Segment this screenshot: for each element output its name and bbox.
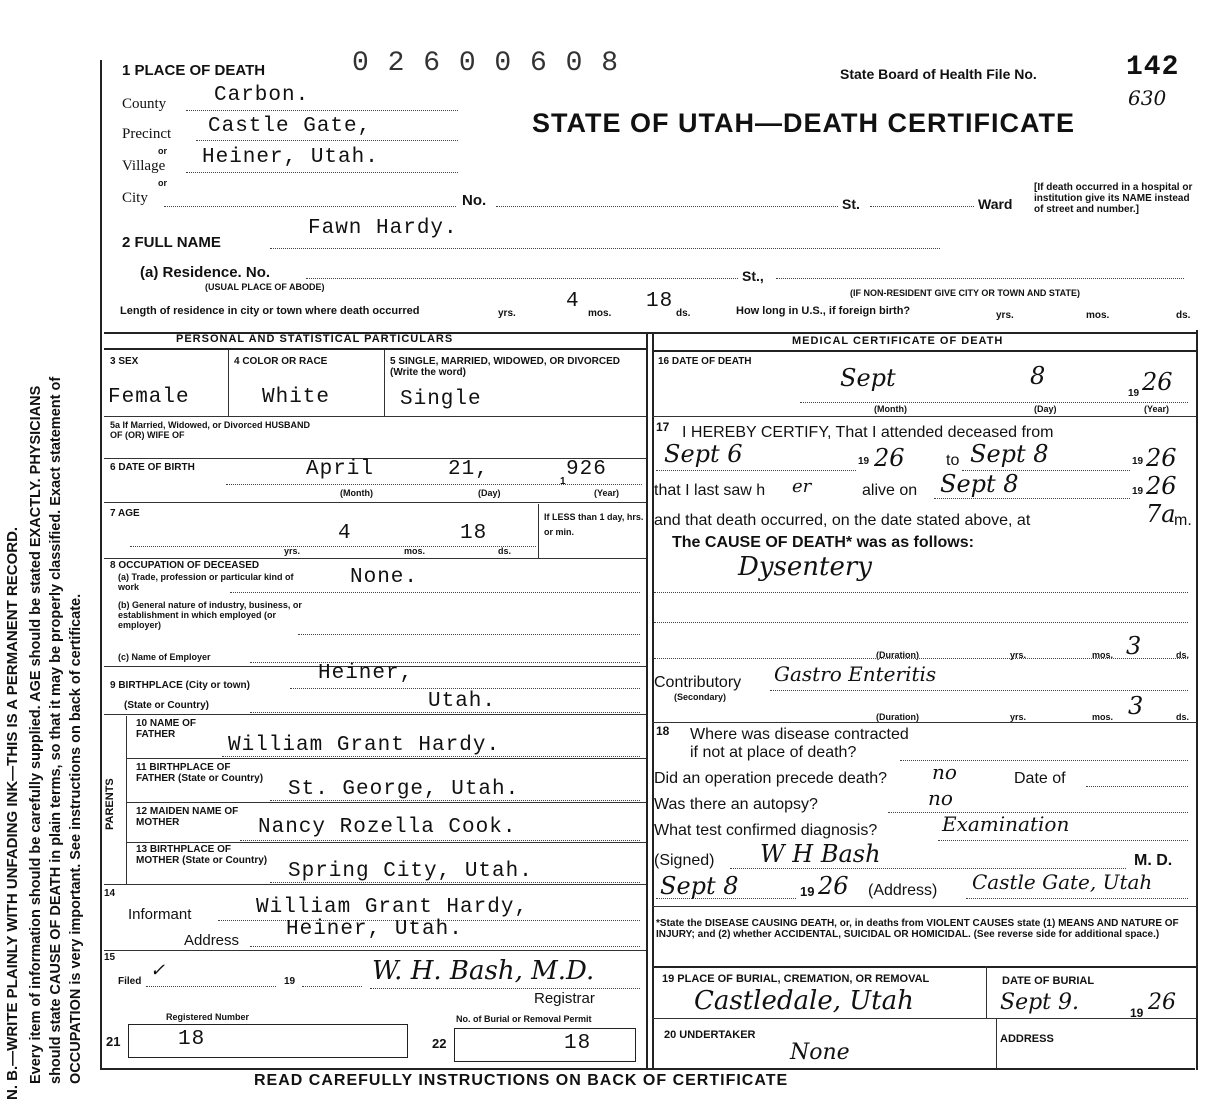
contrib-mos-label: mos. xyxy=(1092,712,1114,722)
physician-address: Castle Gate, Utah xyxy=(972,870,1153,894)
duration-ds-label: ds. xyxy=(1176,650,1190,660)
to-year-prefix: 19 xyxy=(1132,456,1144,467)
signed-year: 26 xyxy=(818,872,849,900)
age-mos-caption: mos. xyxy=(404,546,426,556)
burial-permit-prefix: 22 xyxy=(432,1036,447,1051)
md-label: M. D. xyxy=(1134,852,1173,869)
month-caption: (Month) xyxy=(340,488,373,498)
burial-date-label: DATE OF BURIAL xyxy=(1002,975,1095,987)
contributory-duration-months: 3 xyxy=(1128,692,1144,720)
file-number-secondary: 630 xyxy=(1128,86,1167,110)
registrar-signature: W. H. Bash, M.D. xyxy=(372,956,595,986)
occupation-label: 8 OCCUPATION OF DECEASED xyxy=(110,560,260,571)
father-birthplace-label: 11 BIRTHPLACE OF FATHER (State or Country) xyxy=(136,762,264,784)
or-text: or xyxy=(158,146,167,156)
county-label: County xyxy=(122,96,167,112)
cause-of-death: Dysentery xyxy=(738,552,872,582)
residence-months: 4 xyxy=(566,290,580,313)
footnote: *State the DISEASE CAUSING DEATH, or, in deaths from VIOLENT CAUSES state (1) MEANS AND NATURE OF INJURY; and (2) whether ACCIDENTAL, SUICIDAL OR HOMICIDAL. (See reverse side for additional space.) xyxy=(656,918,1179,940)
yrs-label: yrs. xyxy=(498,308,516,319)
to-label: to xyxy=(946,452,960,469)
duration-mos-label: mos. xyxy=(1092,650,1114,660)
from-year: 26 xyxy=(874,444,905,472)
mother-name: Nancy Rozella Cook. xyxy=(258,816,517,839)
mother-birthplace-label: 13 BIRTHPLACE OF MOTHER (State or Country) xyxy=(136,844,268,866)
disease-contracted-label-2: if not at place of death? xyxy=(690,744,857,761)
residence-street-label: St., xyxy=(742,268,764,284)
column-divider-2 xyxy=(652,332,654,1068)
color-value: White xyxy=(262,386,331,409)
test-label: What test confirmed diagnosis? xyxy=(654,822,878,839)
informant-address-label: Address xyxy=(184,932,240,949)
time-suffix: m. xyxy=(1174,512,1192,529)
test-answer: Examination xyxy=(942,812,1070,836)
file-number-label: State Board of Health File No. xyxy=(840,66,1037,82)
form-right-border xyxy=(1196,330,1198,1070)
age-ds-caption: ds. xyxy=(498,546,512,556)
death-month: Sept xyxy=(840,364,896,392)
filed-check: ✓ xyxy=(150,960,166,981)
filed-year-prefix: 19 xyxy=(284,976,296,987)
address-label: (Address) xyxy=(868,882,938,899)
mother-birthplace: Spring City, Utah. xyxy=(288,860,533,883)
burial-year: 26 xyxy=(1148,990,1176,1015)
attended-to: Sept 8 xyxy=(970,440,1049,468)
street-label: St. xyxy=(842,196,860,212)
dob-year: 926 xyxy=(566,458,607,481)
filed-label: Filed xyxy=(118,976,142,987)
last-saw-pronoun: er xyxy=(792,476,812,497)
contrib-ds-label: ds. xyxy=(1176,712,1190,722)
sex-label: 3 SEX xyxy=(110,356,139,367)
disease-contracted-label: Where was disease contracted xyxy=(690,726,909,743)
employer-label: (c) Name of Employer xyxy=(118,652,211,662)
burial-place-label: 19 PLACE OF BURIAL, CREMATION, OR REMOVAL xyxy=(662,973,930,985)
to-year: 26 xyxy=(1146,444,1177,472)
margin-warning: N. B.—WRITE PLAINLY WITH UNFADING INK—THIS IS A PERMANENT RECORD. xyxy=(4,526,21,1100)
serial-number: 0 2 6 0 0 6 0 8 xyxy=(352,48,620,79)
ds-label: ds. xyxy=(676,308,691,319)
burial-date: Sept 9. xyxy=(1000,990,1079,1015)
informant-label: Informant xyxy=(128,906,192,923)
autopsy-answer: no xyxy=(928,786,953,810)
contributory-label: Contributory xyxy=(654,674,742,691)
margin-instructions-3: OCCUPATION is very important. See instructions on back of certificate. xyxy=(68,593,84,1084)
father-birthplace: St. George, Utah. xyxy=(288,778,520,801)
full-name-value: Fawn Hardy. xyxy=(308,217,458,240)
undertaker-label: 20 UNDERTAKER xyxy=(664,1029,756,1041)
registered-number-box xyxy=(128,1024,408,1058)
marital-value: Single xyxy=(400,388,482,411)
ds-label-2: ds. xyxy=(1176,310,1191,321)
burial-permit-box xyxy=(454,1028,636,1062)
year-caption: (Year) xyxy=(594,488,620,498)
certify-text: I HEREBY CERTIFY, That I attended deceased from xyxy=(682,424,1054,441)
occupation-a-label: (a) Trade, profession or particular kind of work xyxy=(118,572,294,592)
less-than-day-label: If LESS than 1 day, hrs. or min. xyxy=(544,512,644,537)
form-left-border xyxy=(100,60,102,1070)
certificate-title: STATE OF UTAH—DEATH CERTIFICATE xyxy=(532,108,1075,138)
occupation-b-label: (b) General nature of industry, business, or establishment in which employed (or employer) xyxy=(118,600,302,630)
contrib-yrs-label: yrs. xyxy=(1010,712,1027,722)
last-saw-year: 26 xyxy=(1146,472,1177,500)
cause-label: The CAUSE OF DEATH* was as follows: xyxy=(672,534,974,551)
last-saw-text: that I last saw h xyxy=(654,482,766,499)
last-saw-date: Sept 8 xyxy=(940,470,1019,498)
undertaker-address-label: ADDRESS xyxy=(1000,1033,1054,1045)
day-caption: (Day) xyxy=(478,488,501,498)
operation-label: Did an operation precede death? xyxy=(654,770,888,787)
date-of-death-label: 16 DATE OF DEATH xyxy=(658,356,752,367)
burial-year-prefix: 19 xyxy=(1130,1006,1144,1020)
city-label: City xyxy=(122,190,148,206)
dob-label: 6 DATE OF BIRTH xyxy=(110,462,195,473)
age-label: 7 AGE xyxy=(110,508,140,519)
registered-number-label: Registered Number xyxy=(166,1012,250,1022)
attended-from: Sept 6 xyxy=(664,440,743,468)
death-month-caption: (Month) xyxy=(874,404,907,414)
duration-label: (Duration) xyxy=(876,650,919,660)
from-year-prefix: 19 xyxy=(858,456,870,467)
margin-instructions-1: Every item of information should be carefully supplied. AGE should be stated EXACTLY. PHYSICIANS xyxy=(28,385,44,1084)
registrar-label: Registrar xyxy=(534,990,595,1007)
color-label: 4 COLOR OR RACE xyxy=(234,356,328,367)
number-label: No. xyxy=(462,192,487,209)
physician-signature: W H Bash xyxy=(760,840,881,868)
cause-duration-months: 3 xyxy=(1126,632,1142,660)
registered-number: 18 xyxy=(178,1028,206,1051)
mother-label: 12 MAIDEN NAME OF MOTHER xyxy=(136,806,239,828)
age-months: 18 xyxy=(460,522,488,545)
father-label: 10 NAME OF FATHER xyxy=(136,718,197,740)
saw-year-prefix: 19 xyxy=(1132,486,1144,497)
filed-number: 15 xyxy=(104,952,116,963)
age-years: 4 xyxy=(338,522,352,545)
hospital-note: [If death occurred in a hospital or institution give its NAME instead of street and number.] xyxy=(1034,182,1193,215)
usual-abode: (USUAL PLACE OF ABODE) xyxy=(205,282,325,292)
undertaker: None xyxy=(790,1040,850,1065)
form-bottom-border xyxy=(100,1068,1195,1070)
death-occurred-text: and that death occurred, on the date stated above, at xyxy=(654,512,1031,529)
how-long-us-label: How long in U.S., if foreign birth? xyxy=(736,305,911,317)
burial-place: Castledale, Utah xyxy=(694,986,914,1016)
death-year: 26 xyxy=(1142,368,1173,396)
nonresident-note: (IF NON-RESIDENT GIVE CITY OR TOWN AND STATE) xyxy=(850,288,1081,298)
file-number: 142 xyxy=(1126,52,1180,83)
medical-heading: MEDICAL CERTIFICATE OF DEATH xyxy=(792,335,1004,347)
dob-year-prefix: 1 xyxy=(560,476,566,487)
full-name-label: 2 FULL NAME xyxy=(122,234,221,251)
death-time: 7a xyxy=(1146,500,1176,528)
column-divider xyxy=(646,332,648,1068)
length-of-residence-label: Length of residence in city or town where death occurred xyxy=(120,305,420,317)
birthplace-state: Utah. xyxy=(428,690,497,713)
death-year-prefix: 19 xyxy=(1128,388,1140,399)
birthplace-city: Heiner, xyxy=(318,662,414,685)
precinct-label: Precinct xyxy=(122,126,172,142)
autopsy-label: Was there an autopsy? xyxy=(654,796,818,813)
contributory-cause: Gastro Enteritis xyxy=(774,662,937,686)
sex-value: Female xyxy=(108,386,190,409)
footer-instructions: READ CAREFULLY INSTRUCTIONS ON BACK OF CERTIFICATE xyxy=(254,1072,789,1089)
county-value: Carbon. xyxy=(214,84,310,107)
parents-label: PARENTS xyxy=(104,778,116,830)
mos-label-2: mos. xyxy=(1086,310,1110,321)
dob-day: 21, xyxy=(448,458,489,481)
informant-number: 14 xyxy=(104,888,116,899)
signed-label: (Signed) xyxy=(654,852,715,869)
ward-label: Ward xyxy=(978,196,1013,212)
village-label: Village xyxy=(122,158,166,174)
village-value: Heiner, Utah. xyxy=(202,146,379,169)
spouse-label: 5a If Married, Widowed, or Divorced HUSBAND OF (OR) WIFE OF xyxy=(110,420,310,440)
occupation-value: None. xyxy=(350,566,419,589)
date-of-label: Date of xyxy=(1014,770,1066,787)
alive-on-text: alive on xyxy=(862,482,918,499)
informant-value: William Grant Hardy, xyxy=(256,896,529,919)
personal-heading: PERSONAL AND STATISTICAL PARTICULARS xyxy=(176,333,454,345)
duration-yrs-label: yrs. xyxy=(1010,650,1027,660)
death-year-caption: (Year) xyxy=(1144,404,1170,414)
secondary-caption: (Secondary) xyxy=(674,692,727,702)
marital-label: 5 SINGLE, MARRIED, WIDOWED, OR DIVORCED (Write the word) xyxy=(390,356,621,378)
birthplace-state-label: (State or Country) xyxy=(124,700,209,711)
operation-answer: no xyxy=(932,760,957,784)
or-text-2: or xyxy=(158,178,167,188)
death-day: 8 xyxy=(1030,362,1046,390)
death-day-caption: (Day) xyxy=(1034,404,1057,414)
father-name: William Grant Hardy. xyxy=(228,734,501,757)
reg-number-prefix: 21 xyxy=(106,1034,121,1049)
signed-date: Sept 8 xyxy=(660,872,739,900)
contrib-duration-label: (Duration) xyxy=(876,712,919,722)
burial-permit-label: No. of Burial or Removal Permit xyxy=(456,1014,592,1024)
place-of-death-label: 1 PLACE OF DEATH xyxy=(122,62,266,79)
dob-month: April xyxy=(306,458,375,481)
signed-year-prefix: 19 xyxy=(800,884,815,899)
residence-days: 18 xyxy=(646,290,674,313)
q18-number: 18 xyxy=(656,724,670,738)
birthplace-label: 9 BIRTHPLACE (City or town) xyxy=(110,680,250,691)
burial-permit-number: 18 xyxy=(564,1032,592,1055)
certify-number: 17 xyxy=(656,420,670,434)
margin-instructions-2: should state CAUSE OF DEATH in plain terms, so that it may be properly classified. Exact statement of xyxy=(48,376,64,1084)
residence-label: (a) Residence. No. xyxy=(140,264,271,281)
informant-address: Heiner, Utah. xyxy=(286,918,463,941)
mos-label: mos. xyxy=(588,308,612,319)
age-yrs-caption: yrs. xyxy=(284,546,301,556)
yrs-label-2: yrs. xyxy=(996,310,1014,321)
precinct-value: Castle Gate, xyxy=(208,115,372,138)
